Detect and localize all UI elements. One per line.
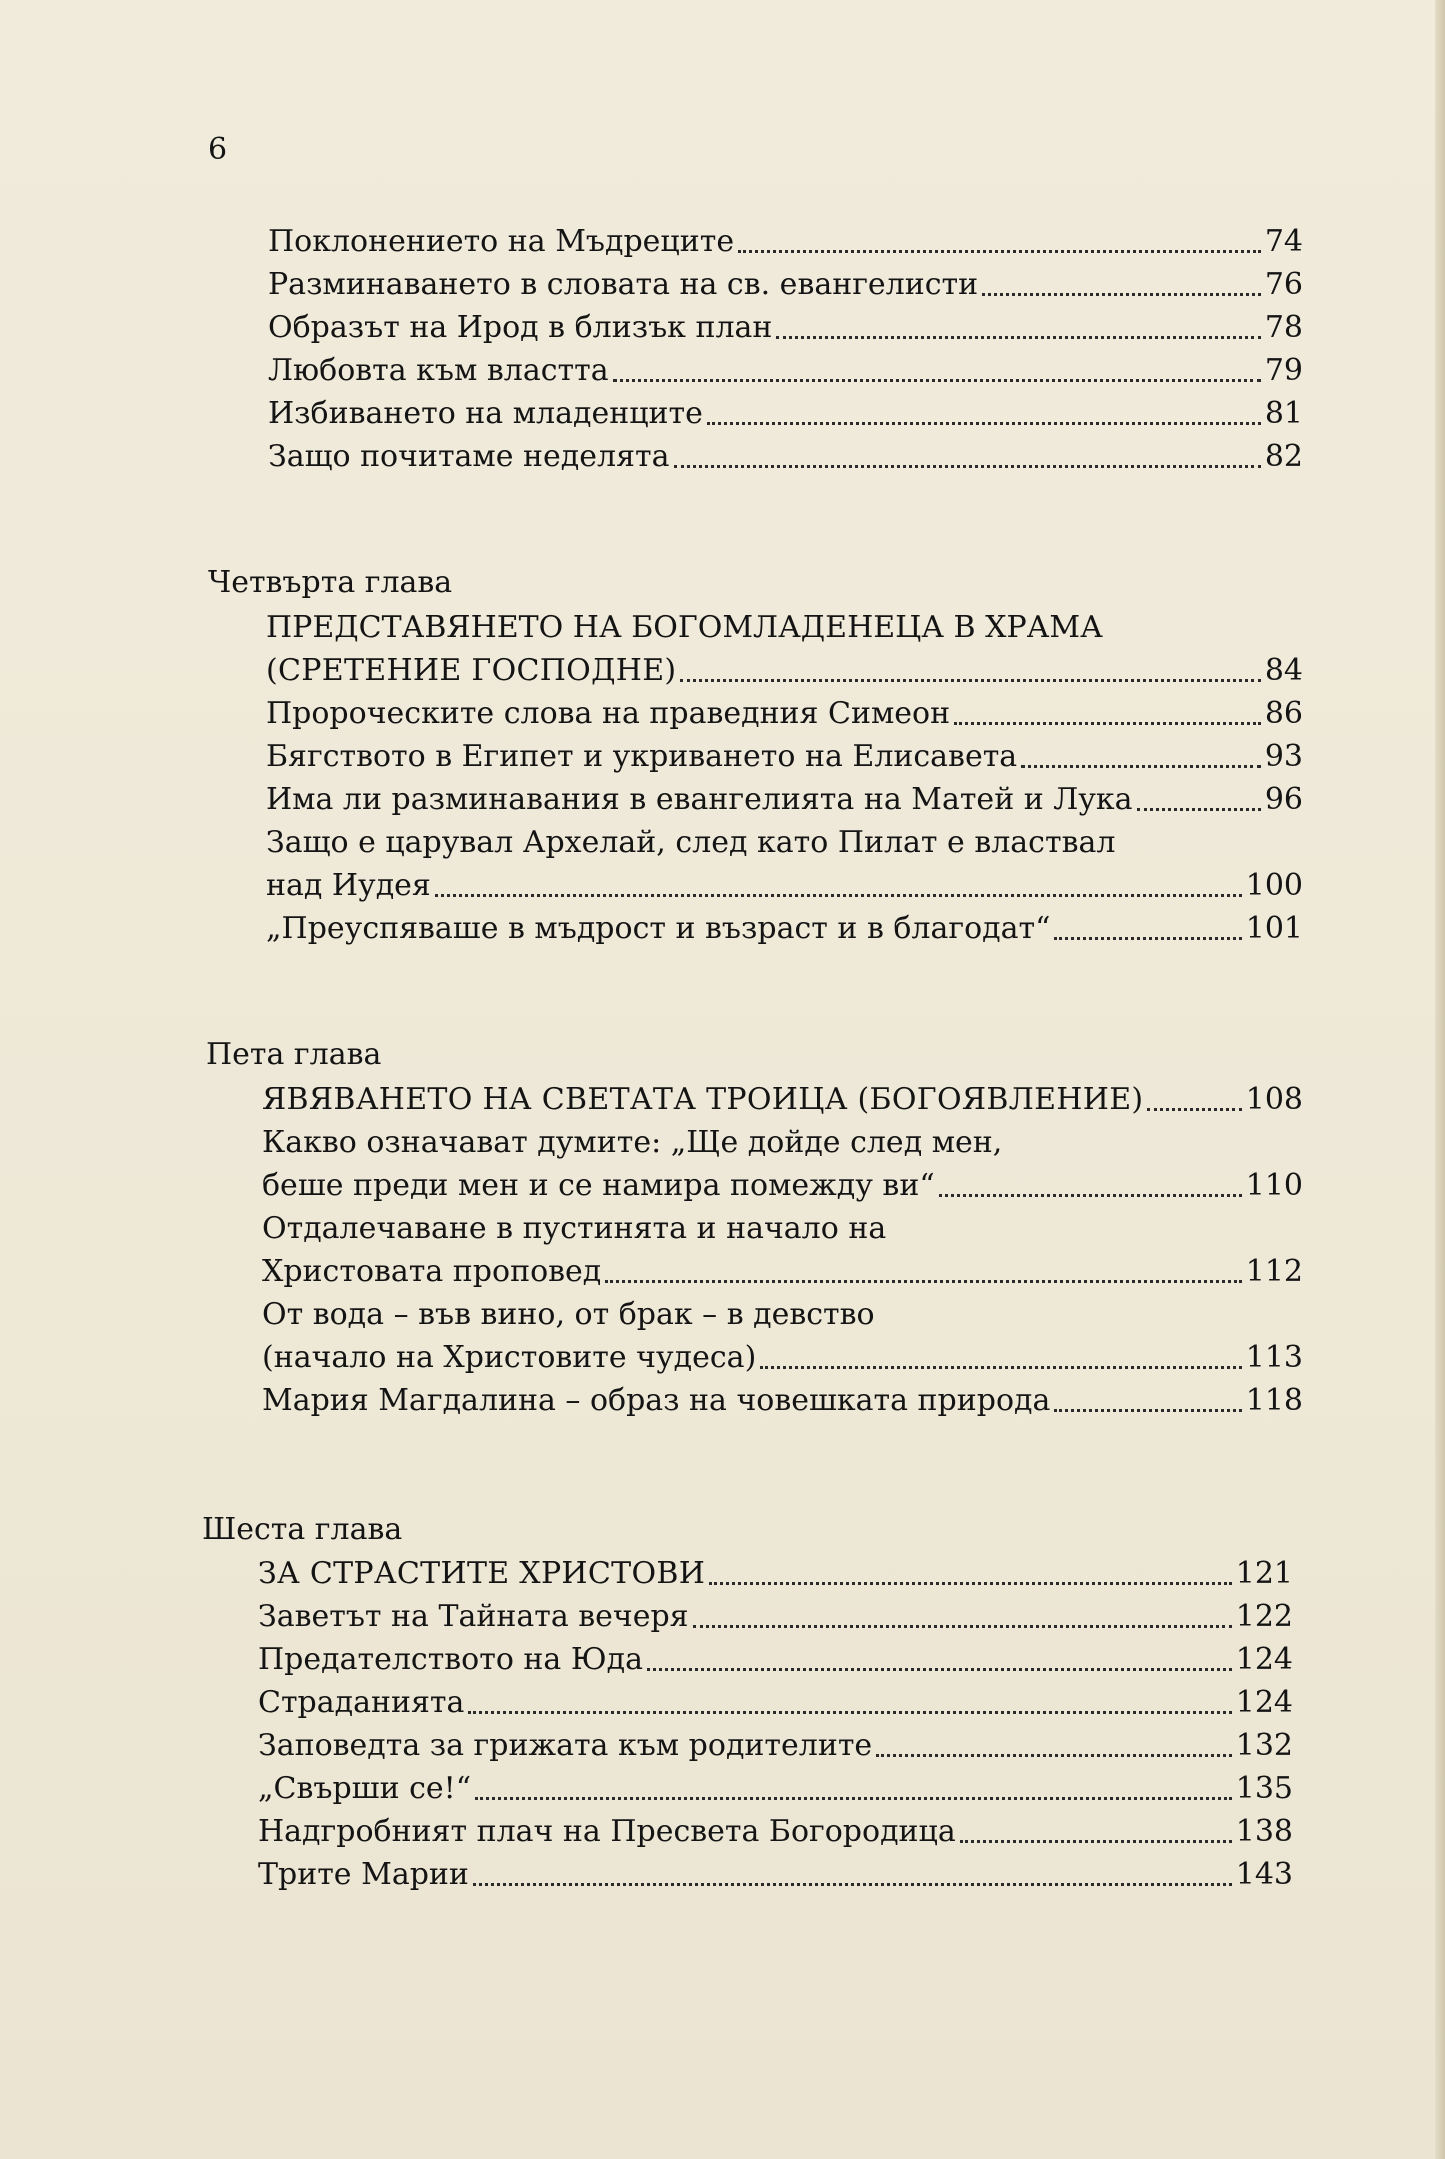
toc-entry-page: 124 [1235, 1685, 1293, 1720]
toc-entry-title: Трите Марии [258, 1857, 469, 1892]
toc-entry-title: Образът на Ирод в близък план [268, 310, 773, 345]
toc-entry-title: ЗА СТРАСТИТЕ ХРИСТОВИ [258, 1556, 706, 1591]
toc-entry-page: 74 [1264, 224, 1303, 259]
chapter-heading: Шеста глава [202, 1512, 403, 1547]
dot-leader [939, 1194, 1242, 1197]
toc-entry-page: 101 [1245, 911, 1303, 946]
toc-entry [258, 1812, 1293, 1852]
dot-leader [674, 465, 1261, 468]
toc-entry-page: 143 [1235, 1857, 1293, 1892]
toc-entry-title: над Иудея [266, 868, 431, 903]
toc-entry-page: 124 [1235, 1642, 1293, 1677]
toc-entry-title: Заветът на Тайната вечеря [258, 1599, 689, 1634]
toc-entry-title: ЯВЯВАНЕТО НА СВЕТАТА ТРОИЦА (БОГОЯВЛЕНИЕ) [262, 1082, 1144, 1117]
dot-leader [954, 722, 1261, 725]
toc-entry [258, 1769, 1293, 1809]
toc-entry-title: Заповедта за грижата към родителите [258, 1728, 873, 1763]
toc-entry-title: беше преди мен и се намира помежду ви“ [262, 1168, 935, 1203]
toc-entry [258, 1554, 1293, 1594]
toc-entry-title-line1: Отдалечаване в пустинята и начало на [262, 1211, 887, 1246]
toc-entry-page: 86 [1264, 696, 1303, 731]
toc-entry-page: 135 [1235, 1771, 1293, 1806]
toc-entry-page: 110 [1245, 1168, 1303, 1203]
toc-entry-page: 78 [1264, 310, 1303, 345]
toc-entry-page: 81 [1264, 396, 1303, 431]
toc-entry [266, 737, 1303, 777]
dot-leader [1054, 937, 1241, 940]
dot-leader [776, 336, 1260, 339]
toc-entry [266, 694, 1303, 734]
page-number: 6 [208, 132, 228, 167]
dot-leader [468, 1711, 1231, 1714]
toc-entry-page: 112 [1245, 1254, 1303, 1289]
toc-entry-title-line1: От вода – във вино, от брак – в девство [262, 1297, 875, 1332]
toc-entry-title: Защо почитаме неделята [268, 439, 670, 474]
dot-leader [613, 379, 1261, 382]
toc-entry-title: Поклонението на Мъдреците [268, 224, 735, 259]
toc-entry-page: 93 [1264, 739, 1303, 774]
toc-entry-title: „Преуспяваше в мъдрост и възраст и в благодат“ [266, 911, 1051, 946]
toc-entry-page: 100 [1245, 868, 1303, 903]
toc-entry [268, 394, 1303, 434]
toc-entry-page: 118 [1245, 1383, 1303, 1418]
toc-entry-title: Бягството в Египет и укриването на Елисавета [266, 739, 1018, 774]
toc-entry [268, 222, 1303, 262]
toc-entry-title: „Свърши се!“ [258, 1771, 472, 1806]
toc-entry [268, 308, 1303, 348]
toc-entry-page: 108 [1245, 1082, 1303, 1117]
toc-entry-page: 122 [1235, 1599, 1293, 1634]
toc-entry [266, 866, 1303, 906]
dot-leader [647, 1668, 1232, 1671]
toc-entry-title-line1: Защо е царувал Архелай, след като Пилат е властвал [266, 825, 1116, 860]
toc-entry-title: (начало на Христовите чудеса) [262, 1340, 757, 1375]
toc-entry-title: Предателството на Юда [258, 1642, 644, 1677]
dot-leader [680, 679, 1260, 682]
toc-entry-title: Има ли разминавания в евангелията на Матей и Лука [266, 782, 1133, 817]
toc-entry-page: 84 [1264, 653, 1303, 688]
toc-entry-title: Мария Магдалина – образ на човешката природа [262, 1383, 1051, 1418]
dot-leader [1147, 1108, 1241, 1111]
toc-entry [258, 1640, 1293, 1680]
toc-entry-title: Христовата проповед [262, 1254, 602, 1289]
dot-leader [605, 1280, 1241, 1283]
dot-leader [738, 250, 1261, 253]
toc-entry [266, 651, 1303, 691]
toc-entry-title: Любовта към властта [268, 353, 609, 388]
toc-entry-page: 132 [1235, 1728, 1293, 1763]
dot-leader [760, 1366, 1241, 1369]
toc-entry-title: Избиването на младенците [268, 396, 703, 431]
toc-entry-page: 76 [1264, 267, 1303, 302]
toc-entry [258, 1683, 1293, 1723]
dot-leader [1054, 1409, 1241, 1412]
chapter-main-title-line1: ПРЕДСТАВЯНЕТО НА БОГОМЛАДЕНЕЦА В ХРАМА [266, 610, 1103, 645]
toc-entry [258, 1855, 1293, 1895]
toc-entry [268, 351, 1303, 391]
dot-leader [473, 1883, 1232, 1886]
toc-entry-page: 79 [1264, 353, 1303, 388]
toc-entry [262, 1166, 1303, 1206]
page-edge [1435, 0, 1445, 2159]
toc-entry-page: 82 [1264, 439, 1303, 474]
dot-leader [435, 894, 1242, 897]
toc-entry-title: Разминаването в словата на св. евангелисти [268, 267, 979, 302]
dot-leader [1137, 808, 1261, 811]
toc-entry [262, 1381, 1303, 1421]
toc-entry [262, 1338, 1303, 1378]
toc-entry-title: Страданията [258, 1685, 465, 1720]
toc-entry [262, 1080, 1303, 1120]
toc-entry [268, 265, 1303, 305]
dot-leader [960, 1840, 1232, 1843]
toc-entry [268, 437, 1303, 477]
dot-leader [709, 1582, 1232, 1585]
dot-leader [1021, 765, 1261, 768]
dot-leader [475, 1797, 1232, 1800]
toc-entry-page: 96 [1264, 782, 1303, 817]
toc-entry-page: 121 [1235, 1556, 1293, 1591]
toc-entry-title: Пророческите слова на праведния Симеон [266, 696, 951, 731]
toc-entry [262, 1252, 1303, 1292]
toc-entry-page: 113 [1245, 1340, 1303, 1375]
toc-entry-page: 138 [1235, 1814, 1293, 1849]
dot-leader [876, 1754, 1232, 1757]
toc-entry-title: (СРЕТЕНИЕ ГОСПОДНЕ) [266, 653, 677, 688]
dot-leader [693, 1625, 1232, 1628]
toc-entry [266, 909, 1303, 949]
toc-entry-title-line1: Какво означават думите: „Ще дойде след мен, [262, 1125, 1003, 1160]
toc-entry-title: Надгробният плач на Пресвета Богородица [258, 1814, 956, 1849]
toc-entry [266, 780, 1303, 820]
dot-leader [707, 422, 1261, 425]
toc-entry [258, 1726, 1293, 1766]
chapter-heading: Четвърта глава [208, 565, 453, 600]
chapter-heading: Пета глава [206, 1037, 382, 1072]
dot-leader [982, 293, 1261, 296]
toc-entry [258, 1597, 1293, 1637]
